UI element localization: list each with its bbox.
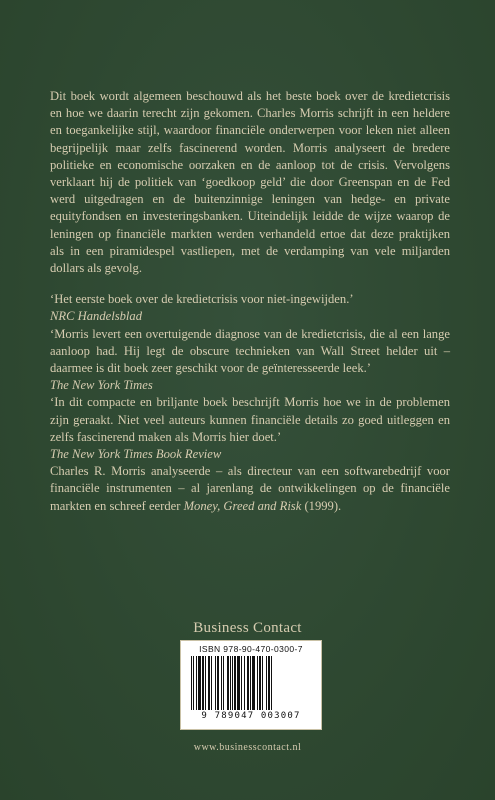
quote-source: NRC Handelsblad [50, 309, 143, 324]
barcode-bar [234, 656, 236, 710]
barcode-bar [271, 656, 272, 710]
barcode-bar [252, 656, 255, 710]
barcode-bars [189, 656, 313, 710]
barcode-bar [215, 656, 216, 710]
quote-source: The New York Times [50, 378, 153, 393]
blurb-paragraph: Dit boek wordt algemeen beschouwd als het beste boek over de kredietcrisis en hoe we daarin terecht zijn gekomen. Charles Morris schrijft in een heldere en toegankelijke stijl, waardoor financiële onderwerpen voor leken niet alleen begrijpelijk maar zelfs fascinerend worden. Morris analyseert de bredere politieke en economische oorzaken en de aanloop tot de crisis. Vervolgens verklaart hij de politiek van ‘goedkoop geld’ die door Greenspan en de Fed werd uitgedragen en de buitenzinnige leningen van hedge- en private equityfondsen en investeringsbanken. Uiteindelijk leidde de wijze waarop de leningen op financiële markten werden verhandeld ertoe dat deze praktijken als in een piramidespel vastliepen, met de verdamping van vele miljarden dollars als gevolg. [50, 89, 450, 276]
barcode-bar [196, 656, 197, 710]
cover-text [50, 88, 450, 515]
barcode-bar [230, 656, 231, 710]
quote-text: ‘In dit compacte en briljante boek beschrijft Morris hoe we in de problemen zijn geraakt. Niet veel auteurs kunnen financiële details zo goed uitleggen en zelfs fascinerend maken als Morris hier doet.’ [50, 395, 450, 444]
barcode-bar [208, 656, 210, 710]
publisher-url: www.businesscontact.nl [193, 742, 302, 753]
barcode-bar [247, 656, 249, 710]
barcode-bar [227, 656, 229, 710]
review-quote-3 [50, 394, 450, 463]
barcode-bar [259, 656, 261, 710]
quote-text: ‘Morris levert een overtuigende diagnose van de kredietcrisis, die al een lange aanloop had. Hij legt de obscure technieken van Wall Street helder uit – daarmee is dit boek zeer geschikt voor de geïnteresseerde leek.’ [50, 326, 450, 376]
publisher-name: Business Contact [193, 620, 302, 636]
barcode-bar [266, 656, 267, 710]
quote-text: ‘Het eerste boek over de kredietcrisis voor niet-ingewijden.’ [50, 292, 354, 307]
barcode-bar [257, 656, 258, 710]
previous-book-title: Money, Greed and Risk [183, 498, 302, 513]
barcode-bar [244, 656, 245, 710]
barcode-bar [250, 656, 251, 710]
barcode-bar [241, 656, 242, 710]
isbn-label: ISBN 978-90-470-0300-7 [199, 644, 303, 654]
barcode-bar [198, 656, 201, 710]
barcode-bar [223, 656, 224, 710]
barcode-bar [237, 656, 240, 710]
review-quote-1 [50, 291, 450, 325]
barcode-bar [202, 656, 204, 710]
quote-source: The New York Times Book Review [50, 447, 222, 462]
barcode-bar [191, 656, 192, 710]
barcode-bar [205, 656, 206, 710]
barcode-bar [193, 656, 194, 710]
barcode-bar [232, 656, 233, 710]
barcode [180, 640, 322, 730]
barcode-bar [262, 656, 263, 710]
barcode-bar [268, 656, 270, 710]
barcode-digits: 9 789047 003007 [201, 711, 301, 721]
barcode-bar [217, 656, 219, 710]
author-bio-text: Charles R. Morris analyseerde – als directeur van een softwarebedrijf voor financiële instrumenten – al jarenlang de ontwikkelingen op de financiële markten en schreef eerder [50, 464, 450, 513]
barcode-bar [221, 656, 222, 710]
review-quote-2 [50, 326, 450, 395]
barcode-bar [211, 656, 212, 710]
author-bio [50, 463, 450, 515]
previous-book-year: (1999). [301, 498, 342, 513]
